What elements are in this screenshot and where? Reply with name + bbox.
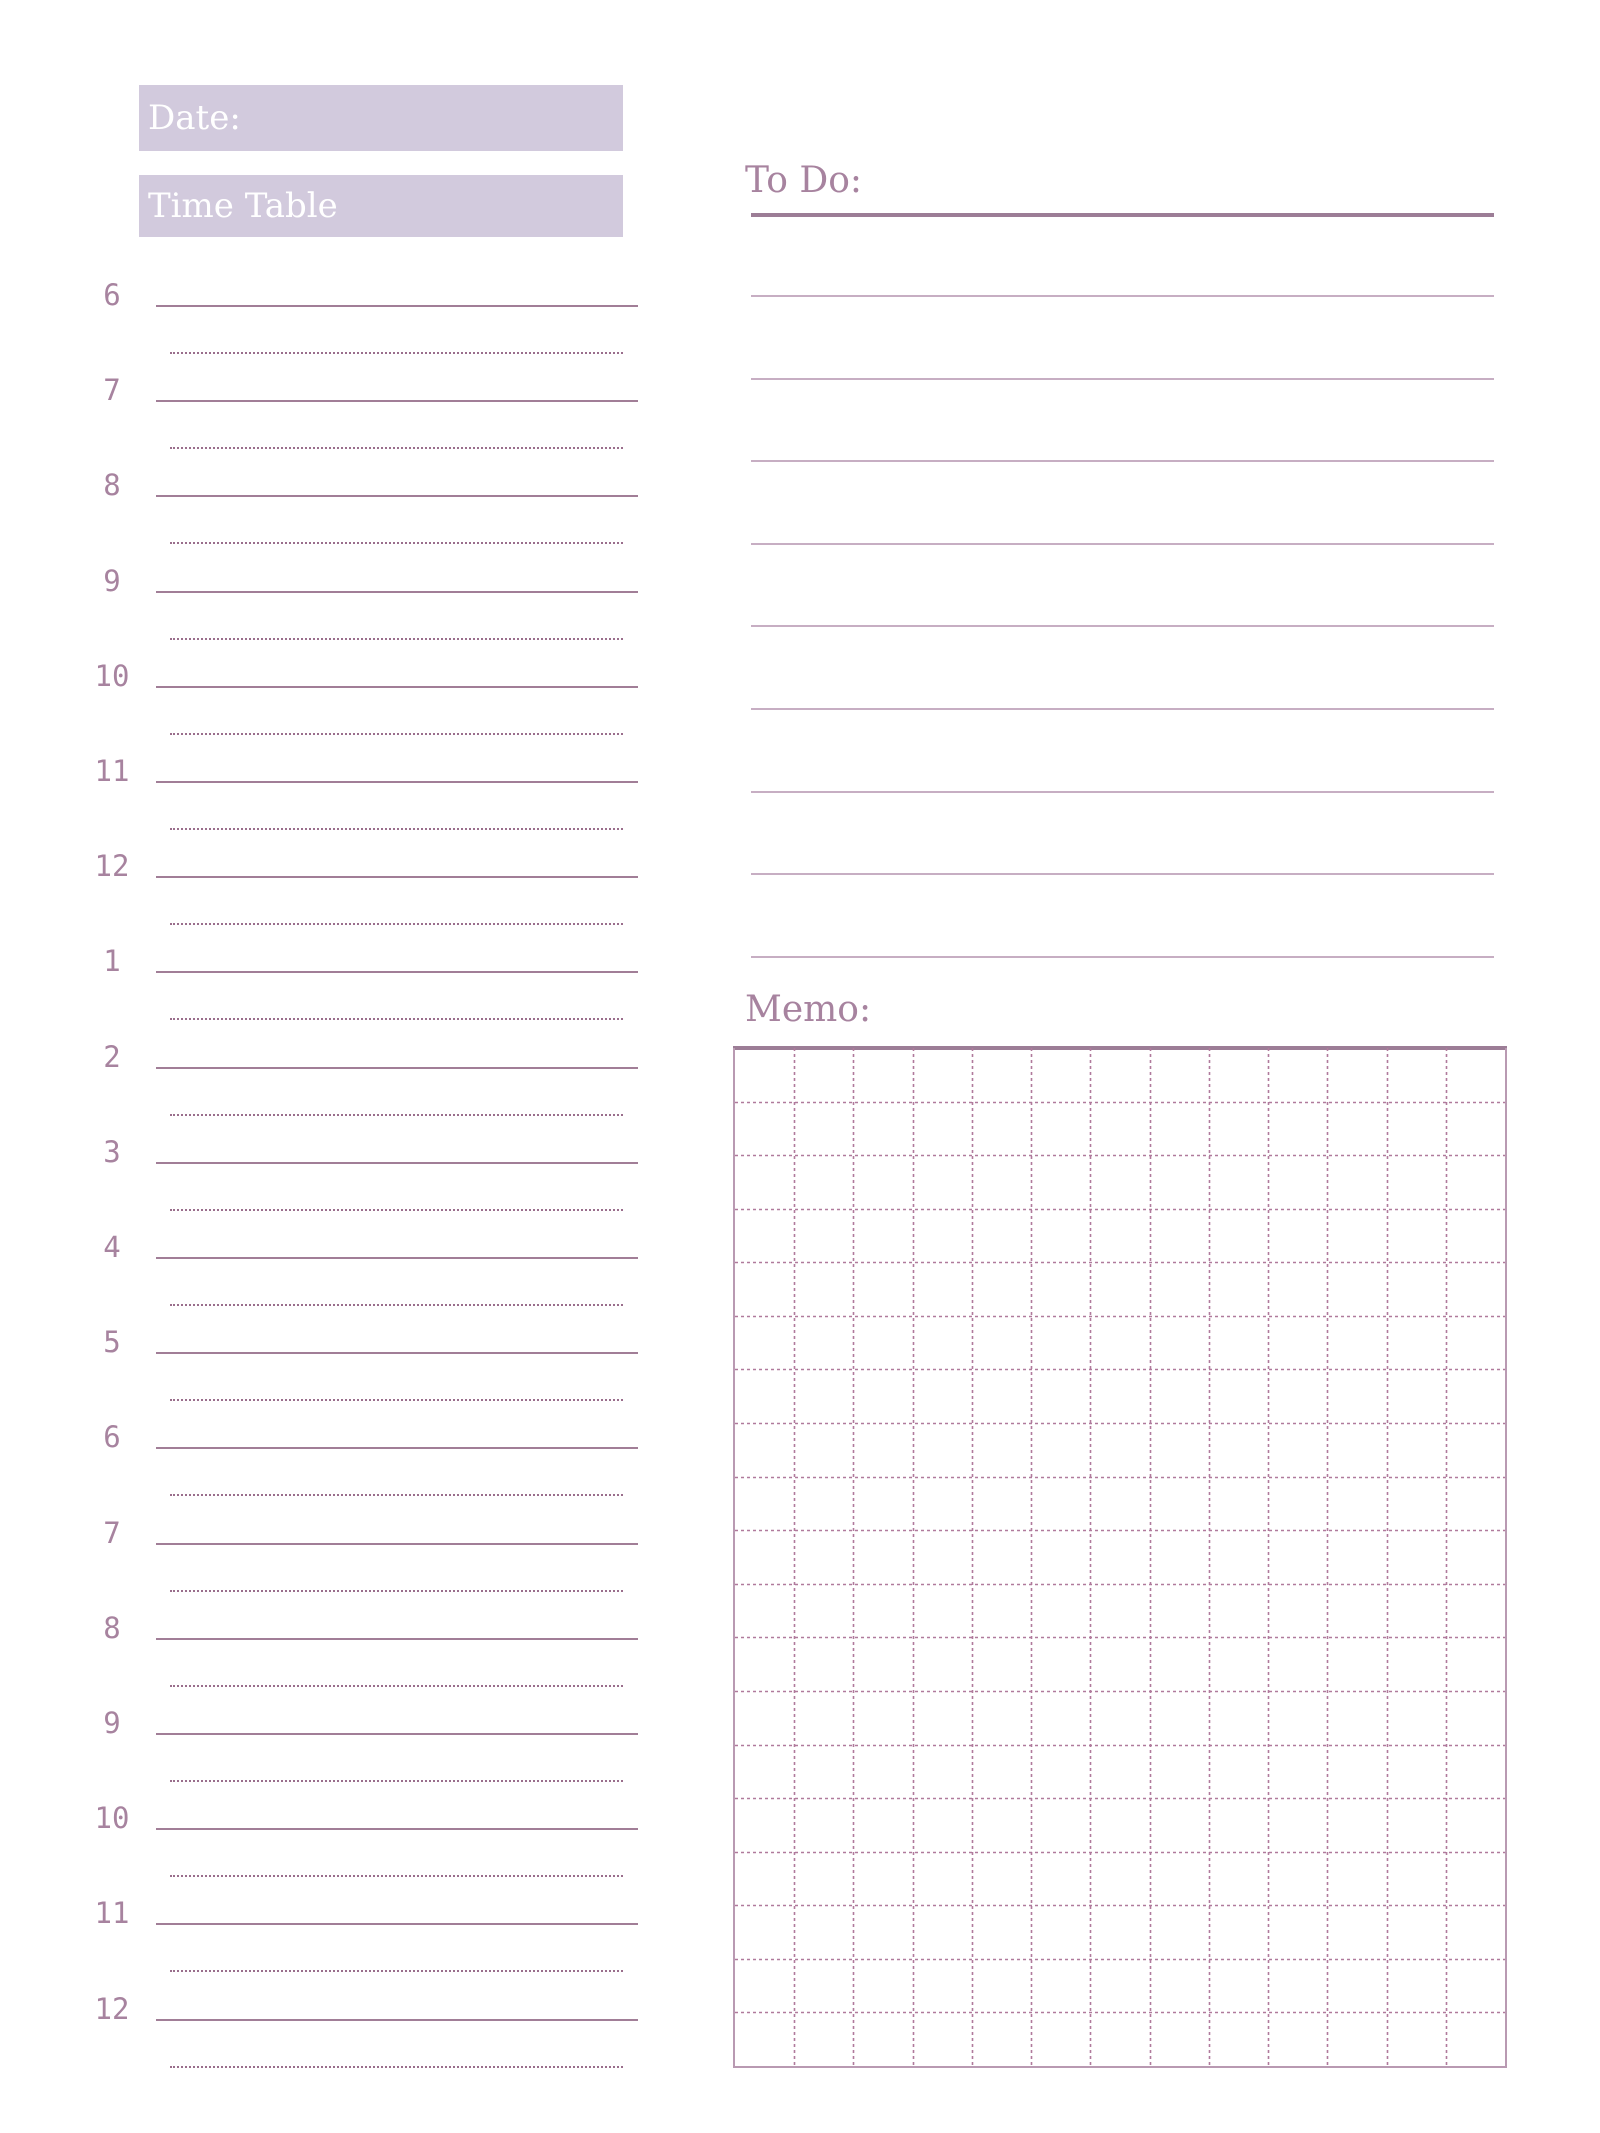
half-hour-line[interactable] (170, 1590, 623, 1592)
half-hour-line[interactable] (170, 542, 623, 544)
todo-heading: To Do: (745, 160, 862, 201)
half-hour-line[interactable] (170, 733, 623, 735)
memo-grid[interactable] (733, 1048, 1507, 2068)
hour-label: 8 (103, 1611, 121, 1645)
hour-label: 4 (103, 1230, 121, 1264)
todo-line[interactable] (751, 708, 1494, 710)
timetable-label: Time Table (148, 186, 338, 226)
hour-label: 12 (94, 1992, 130, 2026)
hour-label: 3 (103, 1135, 121, 1169)
todo-line[interactable] (751, 873, 1494, 875)
half-hour-line[interactable] (170, 828, 623, 830)
todo-line[interactable] (751, 625, 1494, 627)
hour-label: 9 (103, 564, 121, 598)
hour-label: 12 (94, 849, 130, 883)
half-hour-line[interactable] (170, 1209, 623, 1211)
hour-label: 10 (94, 659, 130, 693)
half-hour-line[interactable] (170, 1399, 623, 1401)
hour-label: 7 (103, 1516, 121, 1550)
half-hour-line[interactable] (170, 1970, 623, 1972)
hour-label: 10 (94, 1801, 130, 1835)
hour-slot-line[interactable] (156, 400, 638, 402)
hour-label: 11 (94, 1896, 130, 1930)
half-hour-line[interactable] (170, 1304, 623, 1306)
hour-slot-line[interactable] (156, 1162, 638, 1164)
hour-slot-line[interactable] (156, 1923, 638, 1925)
memo-grid-lines (735, 1048, 1505, 2066)
todo-line[interactable] (751, 543, 1494, 545)
hour-label: 6 (103, 1420, 121, 1454)
hour-slot-line[interactable] (156, 1638, 638, 1640)
memo-heading: Memo: (745, 989, 872, 1030)
hour-label: 7 (103, 373, 121, 407)
hour-slot-line[interactable] (156, 2019, 638, 2021)
hour-slot-line[interactable] (156, 1543, 638, 1545)
todo-line[interactable] (751, 295, 1494, 297)
todo-heading-rule (751, 213, 1494, 217)
half-hour-line[interactable] (170, 1018, 623, 1020)
todo-line[interactable] (751, 956, 1494, 958)
half-hour-line[interactable] (170, 1114, 623, 1116)
timetable-banner (139, 175, 623, 237)
half-hour-line[interactable] (170, 352, 623, 354)
hour-label: 9 (103, 1706, 121, 1740)
half-hour-line[interactable] (170, 1780, 623, 1782)
hour-slot-line[interactable] (156, 876, 638, 878)
hour-label: 11 (94, 754, 130, 788)
hour-slot-line[interactable] (156, 1828, 638, 1830)
hour-label: 5 (103, 1325, 121, 1359)
half-hour-line[interactable] (170, 447, 623, 449)
hour-slot-line[interactable] (156, 1733, 638, 1735)
hour-slot-line[interactable] (156, 1352, 638, 1354)
hour-slot-line[interactable] (156, 1447, 638, 1449)
hour-slot-line[interactable] (156, 971, 638, 973)
todo-line[interactable] (751, 378, 1494, 380)
todo-line[interactable] (751, 791, 1494, 793)
half-hour-line[interactable] (170, 1875, 623, 1877)
todo-line[interactable] (751, 460, 1494, 462)
half-hour-line[interactable] (170, 1685, 623, 1687)
half-hour-line[interactable] (170, 1494, 623, 1496)
hour-slot-line[interactable] (156, 686, 638, 688)
hour-label: 6 (103, 278, 121, 312)
hour-slot-line[interactable] (156, 1067, 638, 1069)
hour-label: 8 (103, 468, 121, 502)
hour-label: 2 (103, 1040, 121, 1074)
hour-label: 1 (103, 944, 121, 978)
hour-slot-line[interactable] (156, 495, 638, 497)
hour-slot-line[interactable] (156, 591, 638, 593)
date-label: Date: (148, 98, 241, 138)
hour-slot-line[interactable] (156, 305, 638, 307)
half-hour-line[interactable] (170, 923, 623, 925)
date-field[interactable] (139, 85, 623, 151)
hour-slot-line[interactable] (156, 781, 638, 783)
half-hour-line[interactable] (170, 638, 623, 640)
hour-slot-line[interactable] (156, 1257, 638, 1259)
half-hour-line[interactable] (170, 2066, 623, 2068)
